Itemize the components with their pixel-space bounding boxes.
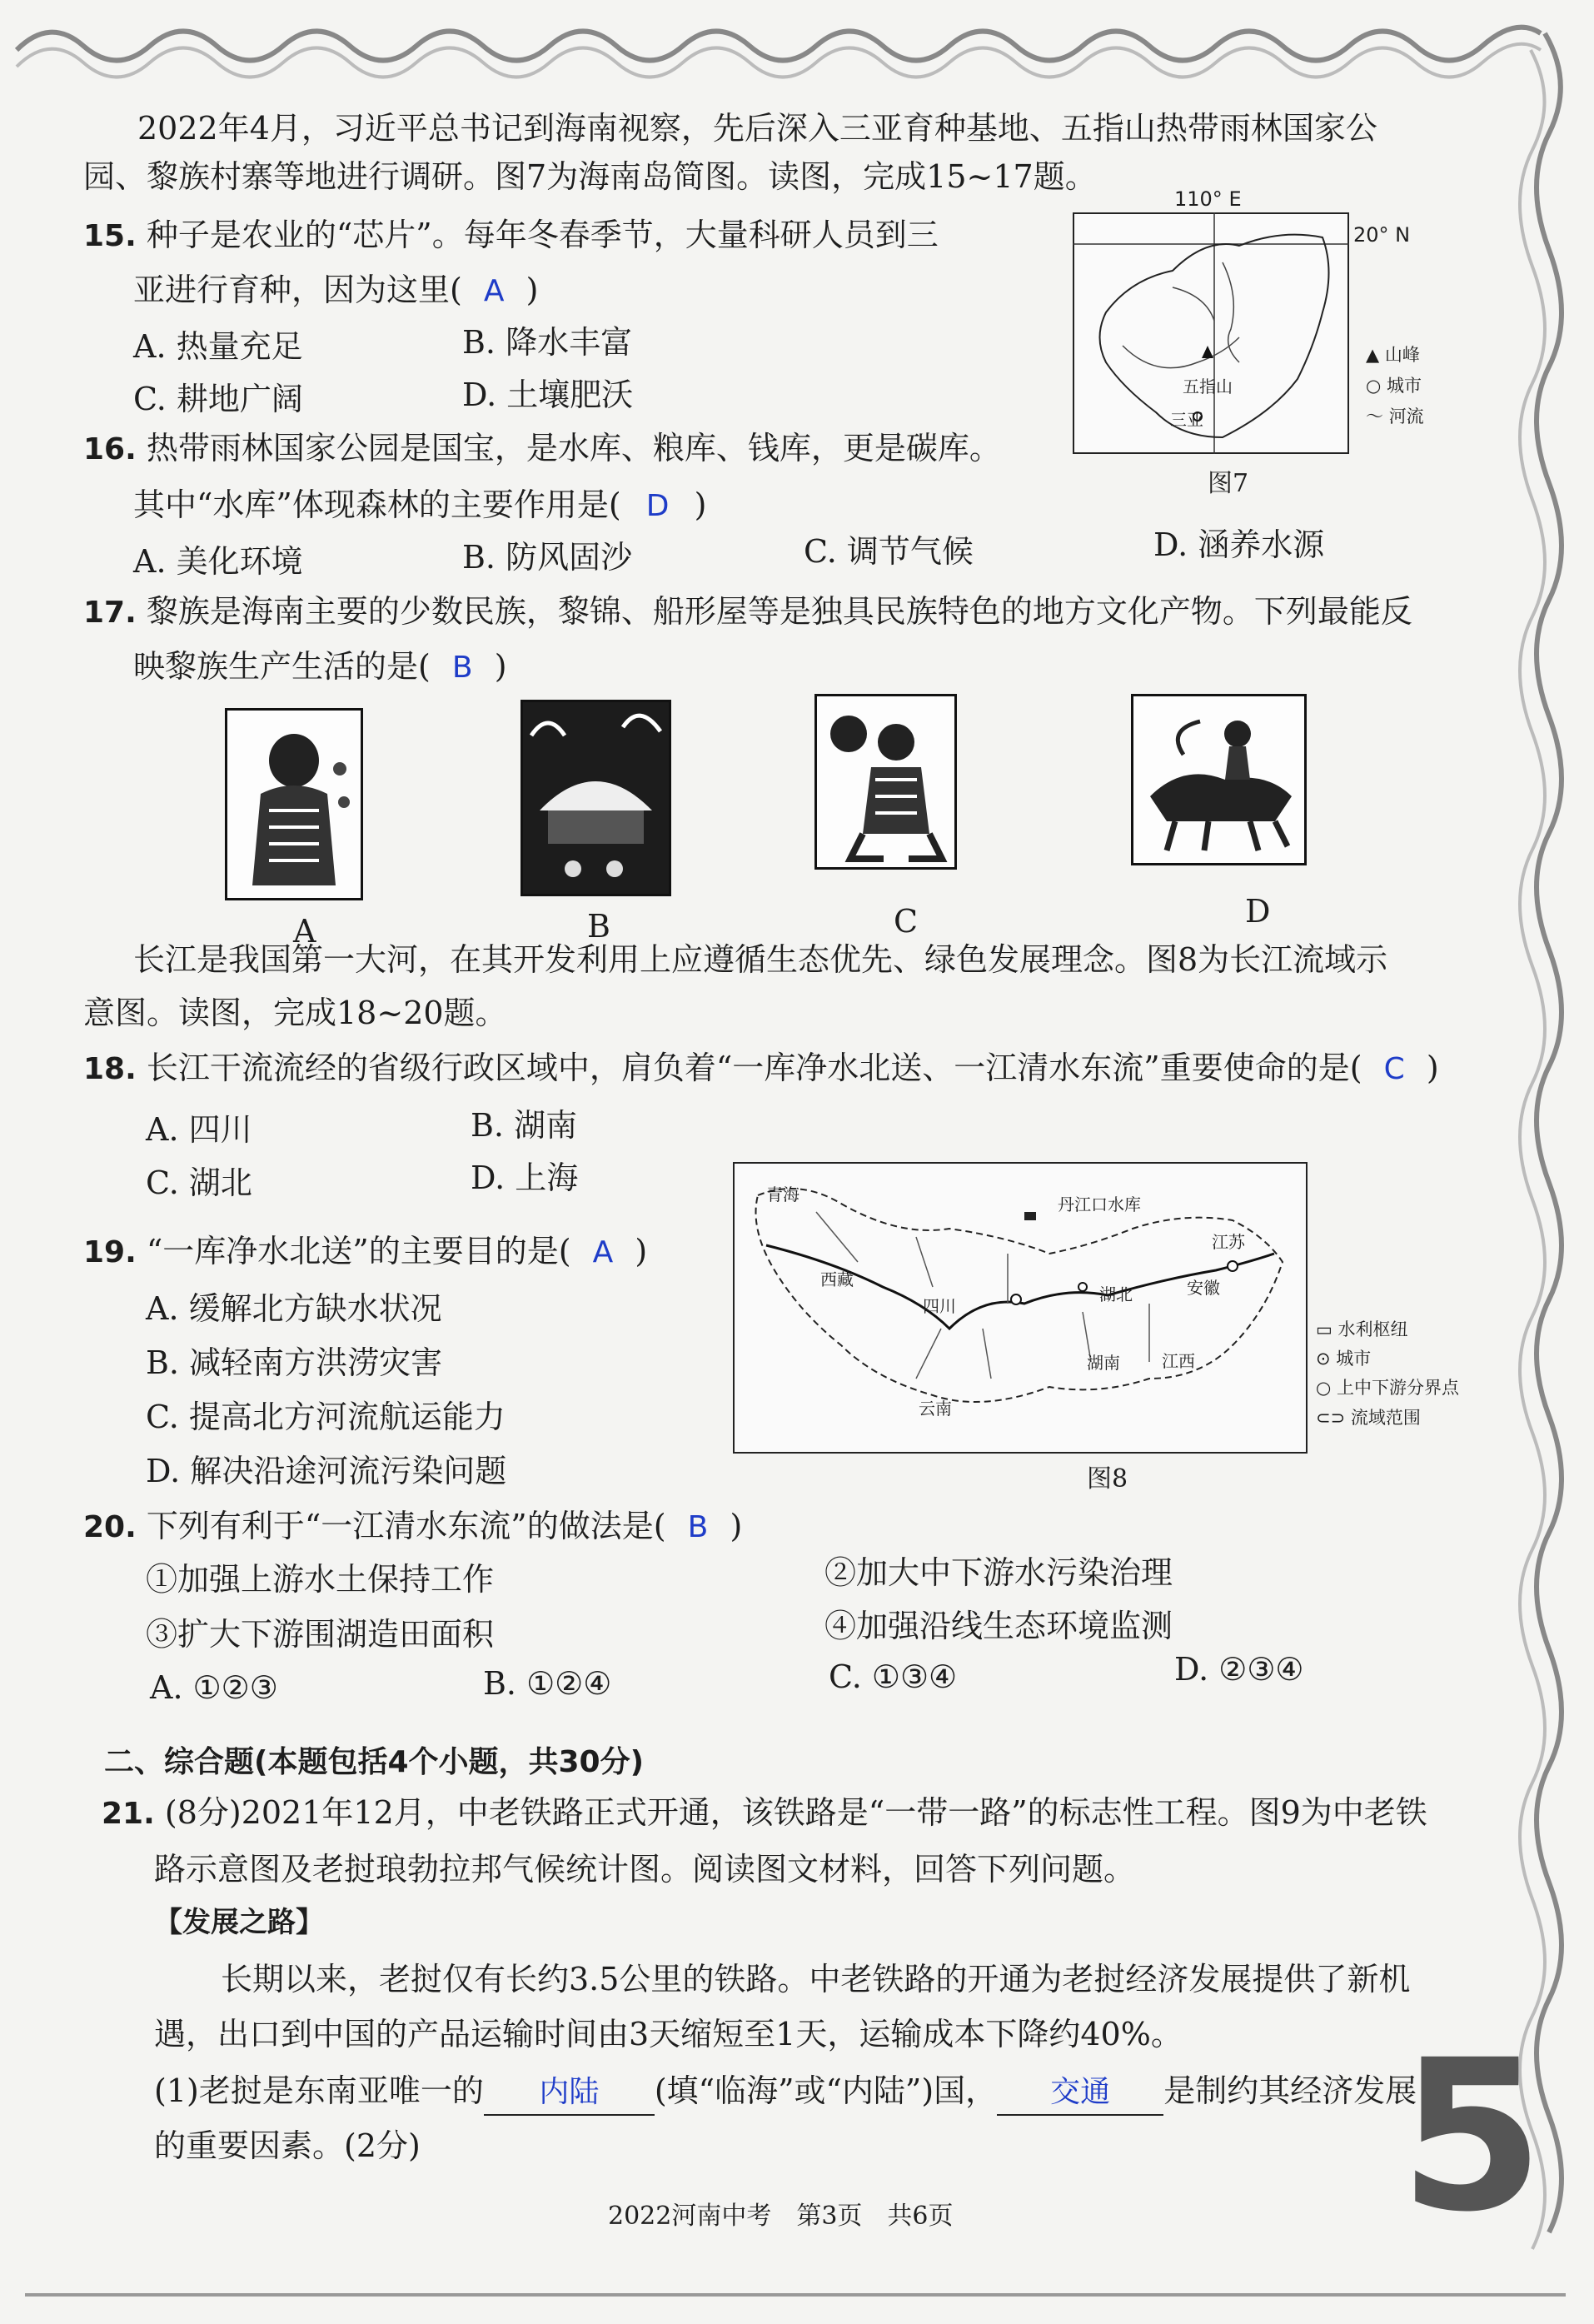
water-project-icon: ▭	[1316, 1319, 1332, 1339]
option-d: D. ②③④	[1174, 1651, 1304, 1688]
option-b: B. 湖南	[471, 1107, 578, 1144]
question-21-line2: 路示意图及老挝琅勃拉邦气候统计图。阅读图文材料，回答下列问题。	[154, 1851, 1136, 1888]
basin-boundary-icon: ⊂⊃	[1316, 1408, 1346, 1428]
water-project-icon	[1024, 1212, 1036, 1220]
image-b-papercut	[521, 700, 671, 896]
question-text: 下列有利于“一江清水东流”的做法是(	[146, 1508, 666, 1544]
fig8-label-qinghai: 青海	[766, 1184, 799, 1204]
legend-basin: ⊂⊃ 流域范围	[1316, 1408, 1421, 1428]
city-icon: ○	[1366, 376, 1382, 396]
hainan-map	[1073, 212, 1349, 454]
question-19	[83, 1229, 647, 1274]
question-text: 映黎族生产生活的是(	[133, 648, 431, 685]
question-16	[83, 426, 1001, 471]
answer-mark: B	[687, 1510, 709, 1544]
image-a-papercut	[225, 708, 363, 900]
fig8-label-danjiangkou: 丹江口水库	[1058, 1194, 1141, 1214]
city-icon	[1228, 1261, 1238, 1271]
option-b: B. 减轻南方洪涝灾害	[146, 1344, 443, 1381]
fig7-sanya-label: 三亚	[1170, 410, 1203, 430]
river-icon: 〜	[1366, 406, 1383, 426]
question-text: 长江干流流经的省级行政区域中，肩负着“一库净水北送、一江清水东流”重要使命的是(	[146, 1050, 1362, 1086]
option-a: A. 四川	[146, 1111, 252, 1148]
question-number: 16.	[83, 432, 137, 466]
fig7-wuzhishan-label: 五指山	[1183, 377, 1233, 396]
question-number: 15.	[83, 219, 137, 253]
subquestion-1: (1)老挝是东南亚唯一的 内陆 (填“临海”或“内陆”)国， 交通 是制约其经济发展	[154, 2069, 1417, 2116]
intro-yangtze-line1: 长江是我国第一大河，在其开发利用上应遵循生态优先、绿色发展理念。图8为长江流域示	[133, 941, 1388, 978]
legend-mountain: ▲ 山峰	[1366, 345, 1420, 365]
fig8-label-hunan: 湖南	[1087, 1353, 1120, 1373]
image-a-label: A	[293, 913, 316, 950]
fig8-caption: 图8	[1087, 1464, 1128, 1494]
question-text: 黎族是海南主要的少数民族，黎锦、船形屋等是独具民族特色的地方文化产物。下列最能反	[146, 593, 1412, 630]
yangtze-basin-map	[733, 1162, 1308, 1454]
fig8-label-sichuan: 四川	[923, 1296, 956, 1316]
question-16-line2	[133, 483, 706, 528]
option-d: D. 解决沿途河流污染问题	[146, 1453, 507, 1489]
boundary-point-icon	[1078, 1283, 1087, 1291]
paren-close: )	[635, 1233, 648, 1269]
legend-city: ○ 城市	[1366, 376, 1422, 396]
answer-blank-1[interactable]: 内陆	[484, 2071, 655, 2116]
option-c: C. 提高北方河流航运能力	[146, 1399, 506, 1435]
paren-close: )	[1426, 1050, 1439, 1086]
question-15	[83, 213, 939, 258]
fig8-label-yunnan: 云南	[919, 1399, 952, 1419]
fig8-label-jiangsu: 江苏	[1212, 1232, 1245, 1252]
fig7-longitude-label: 110° E	[1174, 187, 1242, 211]
answer-blank-2[interactable]: 交通	[997, 2071, 1163, 2116]
option-c: C. ①③④	[829, 1658, 958, 1695]
section-title: 二、综合题(本题包括4个小题，共30分)	[104, 1745, 645, 1779]
page-footer: 2022河南中考 第3页 共6页	[608, 2202, 954, 2231]
image-d-papercut	[1131, 694, 1307, 865]
paren-close: )	[730, 1508, 743, 1544]
answer-mark: A	[483, 274, 505, 308]
question-number: 17.	[83, 596, 137, 630]
option-c: C. 湖北	[146, 1164, 252, 1201]
question-20	[83, 1504, 742, 1549]
paren-close: )	[526, 272, 539, 308]
question-17	[83, 590, 1412, 635]
question-text: 其中“水库”体现森林的主要作用是(	[133, 486, 621, 523]
question-text: “一库净水北送”的主要目的是(	[146, 1233, 571, 1269]
legend-city: ⊙ 城市	[1316, 1349, 1372, 1369]
paren-close: )	[694, 486, 707, 523]
option-b: B. 防风固沙	[462, 539, 633, 576]
question-18	[83, 1046, 1439, 1091]
answer-mark: B	[451, 651, 473, 685]
option-b: B. 降水丰富	[462, 324, 633, 361]
option-c: C. 耕地广阔	[133, 381, 303, 417]
option-a: A. 热量充足	[133, 328, 303, 365]
statement-1: ①加强上游水土保持工作	[146, 1561, 495, 1598]
question-number: 19.	[83, 1235, 137, 1269]
question-text: 热带雨林国家公园是国宝，是水库、粮库、钱库，更是碳库。	[146, 430, 1001, 466]
question-text: (8分)2021年12月，中老铁路正式开通，该铁路是“一带一路”的标志性工程。图9为中老铁	[164, 1794, 1427, 1831]
material-line1: 长期以来，老挝仅有长约3.5公里的铁路。中老铁路的开通为老挝经济发展提供了新机	[221, 1961, 1411, 1997]
fig8-label-jiangxi: 江西	[1162, 1351, 1195, 1371]
statement-3: ③扩大下游围湖造田面积	[146, 1616, 495, 1653]
image-c-papercut	[814, 694, 957, 870]
intro-yangtze-line2: 意图。读图，完成18~20题。	[83, 995, 507, 1031]
mountain-peak-icon: ▲	[1366, 345, 1380, 365]
fig8-label-hubei: 湖北	[1099, 1284, 1133, 1304]
boundary-point-icon: ○	[1316, 1378, 1332, 1398]
legend-water-project: ▭ 水利枢纽	[1316, 1319, 1408, 1339]
option-a: A. 美化环境	[133, 543, 303, 580]
city-icon: ⊙	[1316, 1349, 1331, 1369]
question-21	[102, 1791, 1427, 1836]
question-17-line2	[133, 645, 507, 690]
question-15-line2	[133, 268, 538, 313]
subsection-title: 【发展之路】	[154, 1906, 324, 1939]
question-text: 亚进行育种，因为这里(	[133, 272, 462, 308]
city-icon	[1011, 1294, 1021, 1304]
question-number: 20.	[83, 1510, 137, 1544]
option-a: A. 缓解北方缺水状况	[146, 1290, 442, 1327]
option-d: D. 上海	[471, 1160, 579, 1196]
option-a: A. ①②③	[150, 1669, 278, 1706]
question-number: 18.	[83, 1052, 137, 1086]
statement-2: ②加大中下游水污染治理	[824, 1554, 1173, 1591]
question-text: 种子是农业的“芯片”。每年冬春季节，大量科研人员到三	[146, 217, 939, 253]
fig7-latitude-label: 20° N	[1353, 223, 1411, 247]
image-d-label: D	[1245, 893, 1271, 930]
question-number: 21.	[102, 1797, 155, 1831]
fig8-label-xizang: 西藏	[820, 1269, 854, 1289]
answer-mark: D	[645, 489, 670, 523]
legend-river: 〜 河流	[1366, 406, 1424, 426]
statement-4: ④加强沿线生态环境监测	[824, 1608, 1173, 1644]
page-mark: 5	[1399, 2015, 1544, 2257]
fig8-label-anhui: 安徽	[1187, 1278, 1220, 1298]
fig7-caption: 图7	[1208, 469, 1249, 498]
intro-hainan-line1: 2022年4月，习近平总书记到海南视察，先后深入三亚育种基地、五指山热带雨林国家公	[137, 110, 1377, 147]
option-c: C. 调节气候	[804, 533, 974, 570]
subquestion-1-line2: 的重要因素。(2分)	[154, 2127, 421, 2164]
legend-boundary-point: ○ 上中下游分界点	[1316, 1378, 1460, 1398]
option-d: D. 土壤肥沃	[462, 377, 634, 413]
material-line2: 遇，出口到中国的产品运输时间由3天缩短至1天，运输成本下降约40%。	[154, 2016, 1183, 2052]
answer-mark: A	[592, 1235, 614, 1269]
option-d: D. 涵养水源	[1153, 526, 1325, 563]
answer-mark: C	[1383, 1052, 1405, 1086]
paren-close: )	[494, 648, 507, 685]
option-b: B. ①②④	[483, 1665, 612, 1702]
image-b-label: B	[587, 908, 610, 945]
image-c-label: C	[894, 903, 919, 940]
intro-hainan-line2: 园、黎族村寨等地进行调研。图7为海南岛简图。读图，完成15~17题。	[83, 158, 1097, 195]
